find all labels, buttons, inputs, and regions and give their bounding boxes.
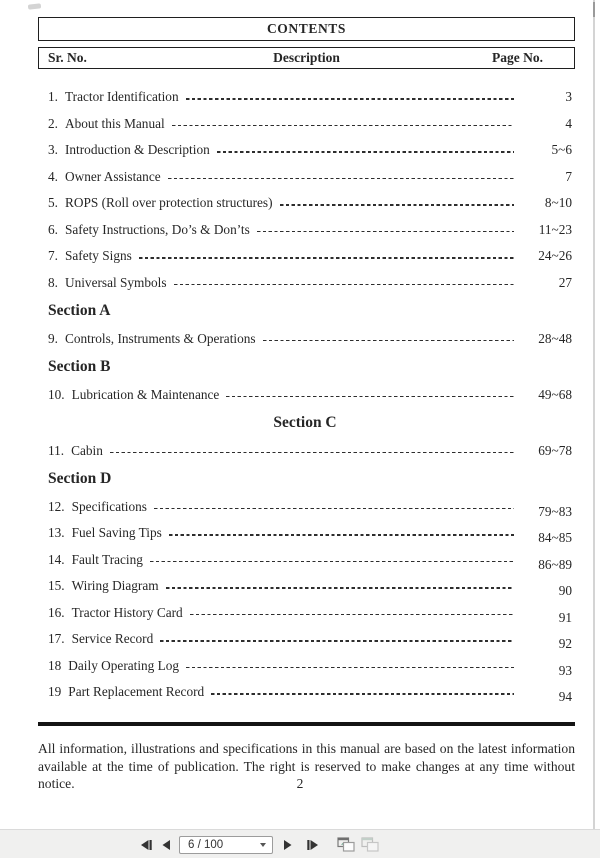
toc-entry-number: 15. bbox=[48, 578, 65, 594]
toc-entry-number: 19 bbox=[48, 684, 62, 700]
dash-leader bbox=[186, 98, 514, 100]
dash-leader bbox=[150, 561, 514, 563]
column-header-description: Description bbox=[273, 50, 340, 65]
toc-entry-number: 3. bbox=[48, 142, 58, 158]
column-header-page-no: Page No. bbox=[492, 50, 543, 65]
toc-entry-pages: 92 bbox=[558, 636, 572, 652]
toc-section-heading bbox=[38, 296, 572, 326]
toc-entry-title: Daily Operating Log bbox=[68, 657, 180, 673]
dash-leader bbox=[166, 587, 514, 589]
dash-leader bbox=[169, 534, 514, 536]
toc-entry-number: 17. bbox=[48, 631, 65, 647]
toc-entry-title: Introduction & Description bbox=[64, 142, 210, 158]
toc-entry-number: 2. bbox=[48, 115, 58, 131]
toc-entry-pages: 69~78 bbox=[538, 442, 572, 458]
toc-entry-pages: 93 bbox=[558, 662, 572, 678]
toc-entry-title: Owner Assistance bbox=[64, 168, 161, 184]
section-label: Section A bbox=[48, 301, 111, 319]
last-page-button[interactable] bbox=[306, 834, 321, 856]
dash-leader bbox=[211, 693, 514, 695]
toc-entry-title: Tractor History Card bbox=[71, 604, 183, 620]
toc-entry-pages: 90 bbox=[558, 583, 572, 599]
toc-entry-number: 18 bbox=[48, 657, 62, 673]
toc-entry-pages: 27 bbox=[558, 274, 572, 290]
toc-section-heading bbox=[38, 464, 572, 494]
toc-entry-number: 7. bbox=[48, 248, 58, 264]
toc-entry-row bbox=[38, 164, 572, 191]
toc-table-header bbox=[38, 47, 575, 69]
toc-entry-number: 5. bbox=[48, 195, 58, 211]
toc-entry-pages: 94 bbox=[558, 689, 572, 705]
toc-entry-row bbox=[38, 679, 572, 706]
next-page-button[interactable] bbox=[283, 834, 293, 856]
toc-entry-row bbox=[38, 438, 572, 465]
toc-entry-pages: 28~48 bbox=[538, 330, 572, 346]
toc-entry-title: Fault Tracing bbox=[71, 551, 143, 567]
dash-leader bbox=[186, 667, 514, 669]
toc-entry-number: 11. bbox=[48, 442, 65, 458]
clone-window-disabled-button[interactable] bbox=[361, 834, 379, 856]
dash-leader bbox=[168, 178, 514, 180]
toc-entry-pages: 5~6 bbox=[551, 142, 572, 158]
dash-leader bbox=[217, 151, 514, 153]
dash-leader bbox=[226, 396, 514, 398]
toc-entry-title: About this Manual bbox=[64, 115, 165, 131]
toc-entry-row bbox=[38, 573, 572, 600]
dash-leader bbox=[174, 284, 514, 286]
toc-entry-pages: 8~10 bbox=[544, 195, 572, 211]
toc-entry-title: Cabin bbox=[71, 442, 103, 458]
toc-section-heading bbox=[38, 408, 572, 438]
toc-entry-pages: 91 bbox=[558, 609, 572, 625]
toc-entry-pages: 84~85 bbox=[538, 530, 572, 546]
toc-entry-pages: 4 bbox=[565, 115, 572, 131]
first-page-icon bbox=[138, 839, 153, 851]
toc-entry-row bbox=[38, 270, 572, 297]
toc-entry-row bbox=[38, 547, 572, 574]
viewer-toolbar bbox=[0, 829, 600, 858]
toc-entry-title: Universal Symbols bbox=[64, 274, 167, 290]
first-page-button[interactable] bbox=[138, 834, 153, 856]
toc-entry-number: 13. bbox=[48, 525, 65, 541]
toc-entry-row bbox=[38, 190, 572, 217]
toc-entry-pages: 24~26 bbox=[538, 248, 572, 264]
page-number-combobox[interactable] bbox=[179, 836, 273, 854]
last-page-icon bbox=[306, 839, 321, 851]
toc-entry-number: 6. bbox=[48, 221, 58, 237]
dash-leader bbox=[280, 204, 514, 206]
dash-leader bbox=[110, 452, 514, 454]
previous-page-button[interactable] bbox=[161, 834, 171, 856]
section-label: Section D bbox=[48, 469, 112, 487]
toc-entry-row bbox=[38, 653, 572, 680]
toc-entry-row bbox=[38, 217, 572, 244]
toc-entry-title: Fuel Saving Tips bbox=[71, 525, 162, 541]
toc-entry-pages: 49~68 bbox=[538, 386, 572, 402]
footer-note: All information, illustrations and specifications in this manual are based on the latest information available at the time of publication. The right is reserved to make changes at any time without notice. bbox=[38, 741, 575, 792]
toc-entry-row bbox=[38, 326, 572, 353]
toc-entry-title: Safety Signs bbox=[64, 248, 132, 264]
toc-entry-row bbox=[38, 382, 572, 409]
toc-entry-number: 16. bbox=[48, 604, 65, 620]
page-edge-line bbox=[593, 0, 595, 829]
clone-window-icon bbox=[337, 837, 355, 852]
toc-entry-pages: 3 bbox=[565, 89, 572, 105]
toc-entry-title: Tractor Identification bbox=[64, 89, 179, 105]
toc-section-heading bbox=[38, 352, 572, 382]
toc-entry-row bbox=[38, 626, 572, 653]
toc-entry-number: 8. bbox=[48, 274, 58, 290]
page-navigation-group bbox=[138, 830, 379, 858]
toc-entry-number: 9. bbox=[48, 330, 58, 346]
toc-entry-pages: 11~23 bbox=[538, 221, 572, 237]
toc-list bbox=[38, 84, 572, 706]
dash-leader bbox=[160, 640, 514, 642]
section-label: Section C bbox=[273, 413, 337, 431]
toc-entry-row bbox=[38, 520, 572, 547]
page-edge-line-dark bbox=[593, 2, 595, 17]
toc-entry-number: 1. bbox=[48, 89, 58, 105]
page-indicator-value: 6 / 100 bbox=[188, 838, 224, 851]
dash-leader bbox=[257, 231, 514, 233]
toc-entry-title: Lubrication & Maintenance bbox=[71, 386, 220, 402]
toc-entry-number: 14. bbox=[48, 551, 65, 567]
toc-entry-row bbox=[38, 84, 572, 111]
contents-title-box bbox=[38, 17, 575, 41]
chevron-down-icon bbox=[260, 843, 266, 847]
previous-page-icon bbox=[161, 839, 171, 851]
toc-entry-row bbox=[38, 243, 572, 270]
clone-window-button[interactable] bbox=[337, 834, 355, 856]
dash-leader bbox=[190, 614, 514, 616]
toc-entry-row bbox=[38, 600, 572, 627]
toc-entry-number: 10. bbox=[48, 386, 65, 402]
scan-artifact bbox=[28, 3, 41, 9]
toc-entry-title: ROPS (Roll over protection structures) bbox=[64, 195, 273, 211]
toc-entry-title: Safety Instructions, Do’s & Don’ts bbox=[64, 221, 250, 237]
section-label: Section B bbox=[48, 357, 111, 375]
toc-entry-number: 4. bbox=[48, 168, 58, 184]
toc-entry-pages: 7 bbox=[565, 168, 572, 184]
next-page-icon bbox=[283, 839, 293, 851]
dash-leader bbox=[263, 340, 514, 342]
document-page-number: 2 bbox=[296, 776, 304, 791]
toc-entry-title: Specifications bbox=[71, 498, 147, 514]
toc-entry-row bbox=[38, 494, 572, 521]
column-header-sr-no: Sr. No. bbox=[48, 50, 87, 65]
toc-entry-pages: 86~89 bbox=[538, 556, 572, 572]
toc-entry-title: Part Replacement Record bbox=[68, 684, 205, 700]
toc-entry-title: Controls, Instruments & Operations bbox=[64, 330, 256, 346]
dash-leader bbox=[172, 125, 514, 127]
dash-leader bbox=[154, 508, 514, 510]
toc-entry-title: Service Record bbox=[71, 631, 154, 647]
page-title: CONTENTS bbox=[266, 21, 347, 36]
toc-entry-row bbox=[38, 137, 572, 164]
toc-entry-number: 12. bbox=[48, 498, 65, 514]
toc-entry-row bbox=[38, 111, 572, 138]
dash-leader bbox=[139, 257, 514, 259]
toc-entry-title: Wiring Diagram bbox=[71, 578, 159, 594]
clone-window-disabled-icon bbox=[361, 837, 379, 852]
footer-divider-rule bbox=[38, 722, 575, 726]
toc-entry-pages: 79~83 bbox=[538, 503, 572, 519]
